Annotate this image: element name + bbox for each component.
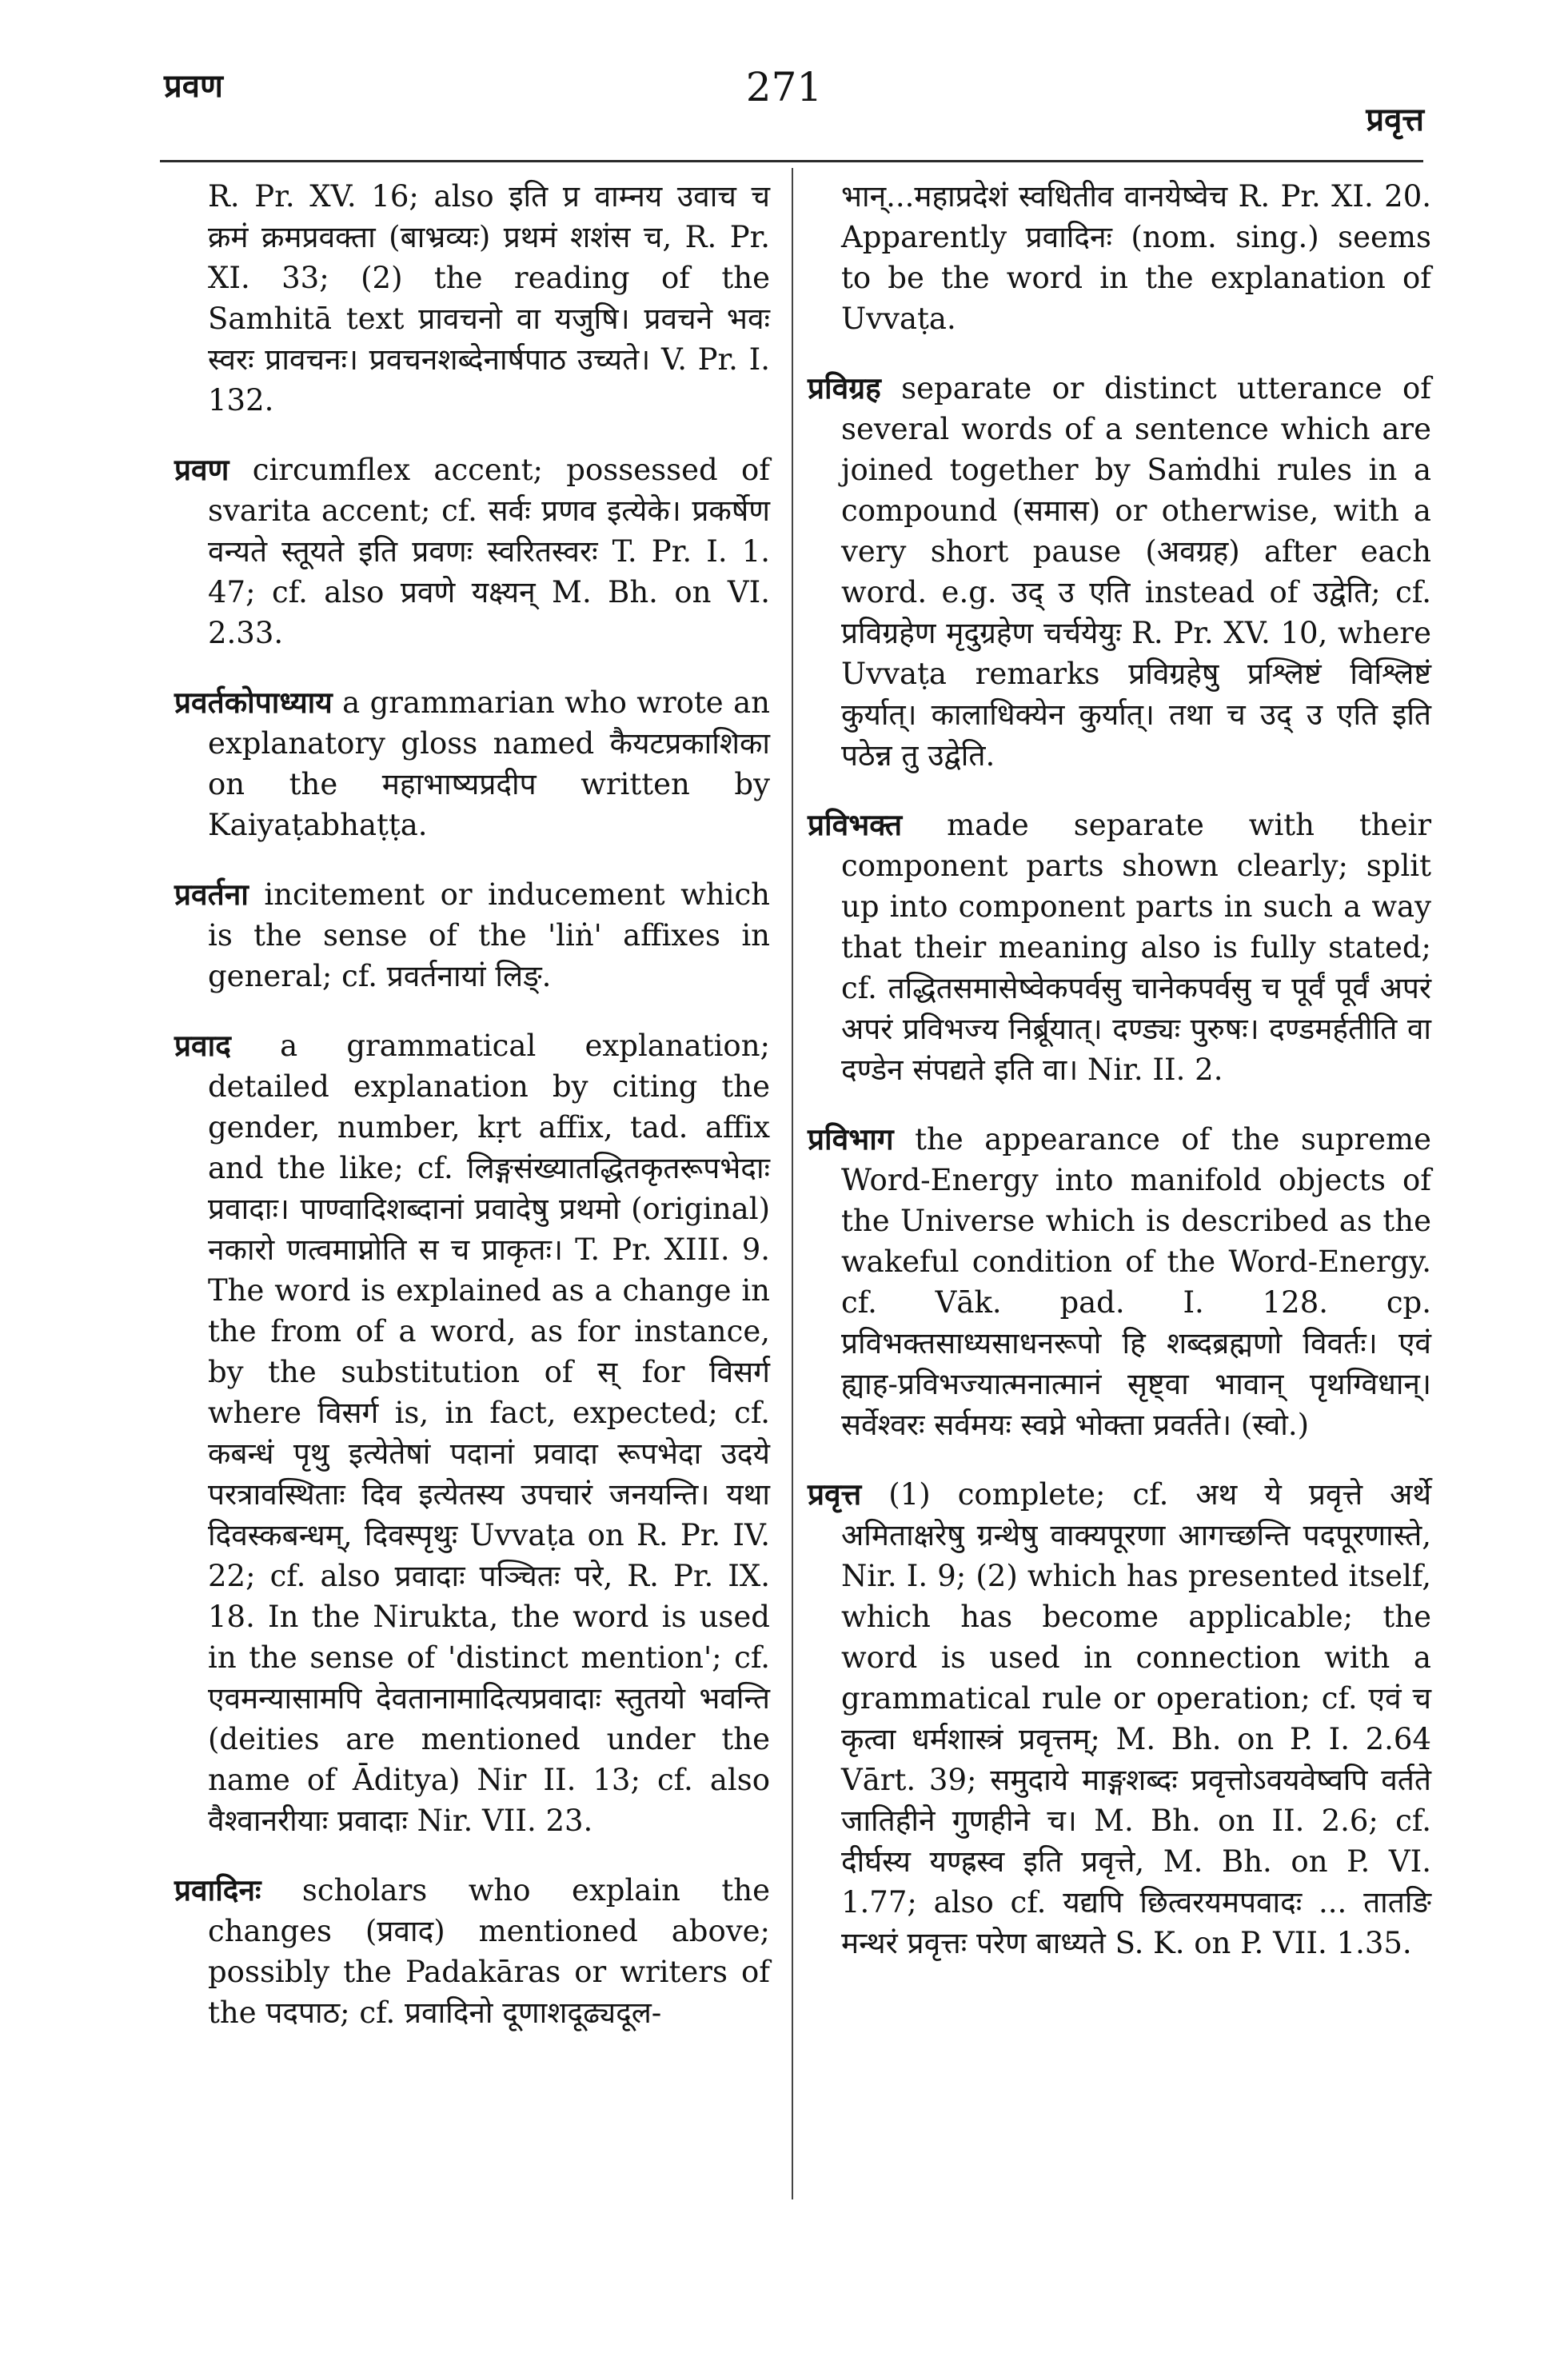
- entry-text: a grammatical explanation; detailed explanation by citing the gender, number, kṛt affix, tad. affix and the like; cf. लिङ्गसंख्यातद्धितकृतरूपभेदाः प्रवादाः। पाण्वादिशब्दानां प्रवादेषु प्रथमो (original) नकारो णत्वमाप्नोति स च प्राकृतः। T. Pr. XIII. 9. The word is explained as a change in the from of a word, as for instance, by the substitution of स् for विसर्ग where विसर्ग is, in fact, expected; cf. कबन्धं पृथु इत्येतेषां पदानां प्रवादा रूपभेदा उदये परत्रावस्थिताः दिव इत्येतस्य उपचारं जनयन्ति। यथा दिवस्कबन्धम्, दिवस्पृथुः Uvvaṭa on R. Pr. IV. 22; cf. also प्रवादाः पञ्चितः परे, R. Pr. IX. 18. In the Nirukta, the word is used in the sense of 'distinct mention'; cf. एवमन्यासामपि देवतानामादित्यप्रवादाः स्तुतयो भवन्ति (deities are mentioned under the name of Āditya) Nir II. 13; cf. also वैश्वानरीयाः प्रवादाः Nir. VII. 23.: [208, 1029, 770, 1838]
- entry-headword: प्रवाद: [174, 1028, 231, 1063]
- entry-headword: प्रविभक्त: [808, 807, 903, 842]
- entry-headword: प्रवर्तना: [174, 877, 249, 912]
- entry-text: incitement or inducement which is the sense of the 'liṅ' affixes in general; cf. प्रवर्तनायां लिङ्.: [208, 877, 770, 993]
- entry-text: separate or distinct utterance of several words of a sentence which are joined together by Saṁdhi rules in a compound (समास) or otherwise, with a very short pause (अवग्रह) after each word. e.g. उद् उ एति instead of उद्वेति; cf. प्रविग्रहेण मृदुग्रहेण चर्चयेयुः R. Pr. XV. 10, where Uvvaṭa remarks प्रविग्रहेषु प्रश्लिष्टं विश्लिष्टं कुर्यात्। कालाधिक्येन कुर्यात्। तथा च उद् उ एति इति पठेन्न तु उद्वेति.: [841, 371, 1432, 773]
- page-number: 271: [745, 64, 823, 110]
- entry-text: scholars who explain the changes (प्रवाद) mentioned above; possibly the Padakāras or writers of the पदपाठ; cf. प्रवादिनो दूणाशदूढ्यदूल-: [208, 1873, 770, 2030]
- entry-headword: प्रवर्तकोपाध्याय: [174, 685, 333, 720]
- dictionary-entry: [808, 805, 1431, 1090]
- dictionary-entry: [174, 176, 770, 421]
- left-column: [174, 176, 770, 2062]
- entry-headword: प्रवृत्त: [808, 1476, 862, 1512]
- dictionary-entry: [174, 449, 770, 653]
- entry-headword: प्रवादिनः: [174, 1872, 261, 1908]
- entry-text: the appearance of the supreme Word-Energy into manifold objects of the Universe which is described as the wakeful condition of the Word-Energy. cf. Vāk. pad. I. 128. cp. प्रविभक्तसाध्यसाधनरूपो हि शब्दब्रह्मणो विवर्तः। एवं ह्याह-प्रविभज्यात्मनात्मानं सृष्ट्वा भावान् पृथग्विधान्। सर्वेश्वरः सर्वमयः स्वप्ने भोक्ता प्रवर्तते। (स्वो.): [841, 1122, 1431, 1442]
- entry-text: a grammarian who wrote an explanatory gloss named कैयटप्रकाशिका on the महाभाष्यप्रदीप written by Kaiyaṭabhaṭṭa.: [208, 685, 770, 842]
- dictionary-entry: [808, 368, 1431, 776]
- entry-text: भान्...महाप्रदेशं स्वधितीव वानयेष्वेच R. Pr. XI. 20. Apparently प्रवादिनः (nom. sing.) seems to be the word in the explanation of Uvvaṭa.: [841, 179, 1431, 336]
- header-rule: [160, 160, 1423, 162]
- dictionary-entry: [174, 1870, 770, 2033]
- page-header: [0, 0, 1568, 168]
- entry-headword: प्रविभाग: [808, 1121, 894, 1157]
- column-divider: [792, 168, 793, 2199]
- entry-text: circumflex accent; possessed of svarita accent; cf. सर्वः प्रणव इत्येके। प्रकर्षेण वन्यते स्तूयते इति प्रवणः स्वरितस्वरः T. Pr. I. 1. 47; cf. also प्रवणे यक्ष्यन् M. Bh. on VI. 2.33.: [208, 453, 770, 650]
- entry-text: (1) complete; cf. अथ ये प्रवृत्ते अर्थे अमिताक्षरेषु ग्रन्थेषु वाक्यपूरणा आगच्छन्ति पदपूरणास्ते, Nir. I. 9; (2) which has presented itself, which has become applicable; the word is used in connection with a grammatical rule or operation; cf. एवं च कृत्वा धर्मशास्त्रं प्रवृत्तम्; M. Bh. on P. I. 2.64 Vārt. 39; समुदाये माङ्गशब्दः प्रवृत्तोऽवयवेष्वपि वर्तते जातिहीने गुणहीने च। M. Bh. on II. 2.6; cf. दीर्घस्य यण्ह्रस्व इति प्रवृत्ते, M. Bh. on P. VI. 1.77; also cf. यद्यपि छित्वरयमपवादः ... तातङि मन्थरं प्रवृत्तः परेण बाध्यते S. K. on P. VII. 1.35.: [841, 1477, 1431, 1960]
- dictionary-entry: [808, 176, 1431, 339]
- dictionary-entry: [174, 682, 770, 845]
- entry-text: made separate with their component parts shown clearly; split up into component parts in such a way that their meaning also is fully stated; cf. तद्धितसमासेष्वेकपर्वसु चानेकपर्वसु च पूर्वं पूर्वं अपरं अपरं प्रविभज्य निर्ब्रूयात्। दण्ड्यः पुरुषः। दण्डमर्हतीति वा दण्डेन संपद्यते इति वा। Nir. II. 2.: [841, 808, 1432, 1087]
- dictionary-entry: [174, 874, 770, 997]
- dictionary-entry: [808, 1474, 1431, 1964]
- left-running-head: प्रवण: [164, 67, 223, 105]
- right-column: [808, 176, 1431, 1992]
- dictionary-entry: [808, 1119, 1431, 1445]
- entry-headword: प्रविग्रह: [808, 370, 881, 405]
- dictionary-entry: [174, 1025, 770, 1841]
- entry-text: R. Pr. XV. 16; also इति प्र वाम्नय उवाच च क्रमं क्रमप्रवक्ता (बाभ्रव्यः) प्रथमं शशंस च, R. Pr. XI. 33; (2) the reading of the Samhitā text प्रावचनो वा यजुषि। प्रवचने भवः स्वरः प्रावचनः। प्रवचनशब्देनार्षपाठ उच्यते। V. Pr. I. 132.: [208, 179, 770, 417]
- entry-headword: प्रवण: [174, 452, 229, 487]
- right-running-head: प्रवृत्त: [1366, 101, 1424, 138]
